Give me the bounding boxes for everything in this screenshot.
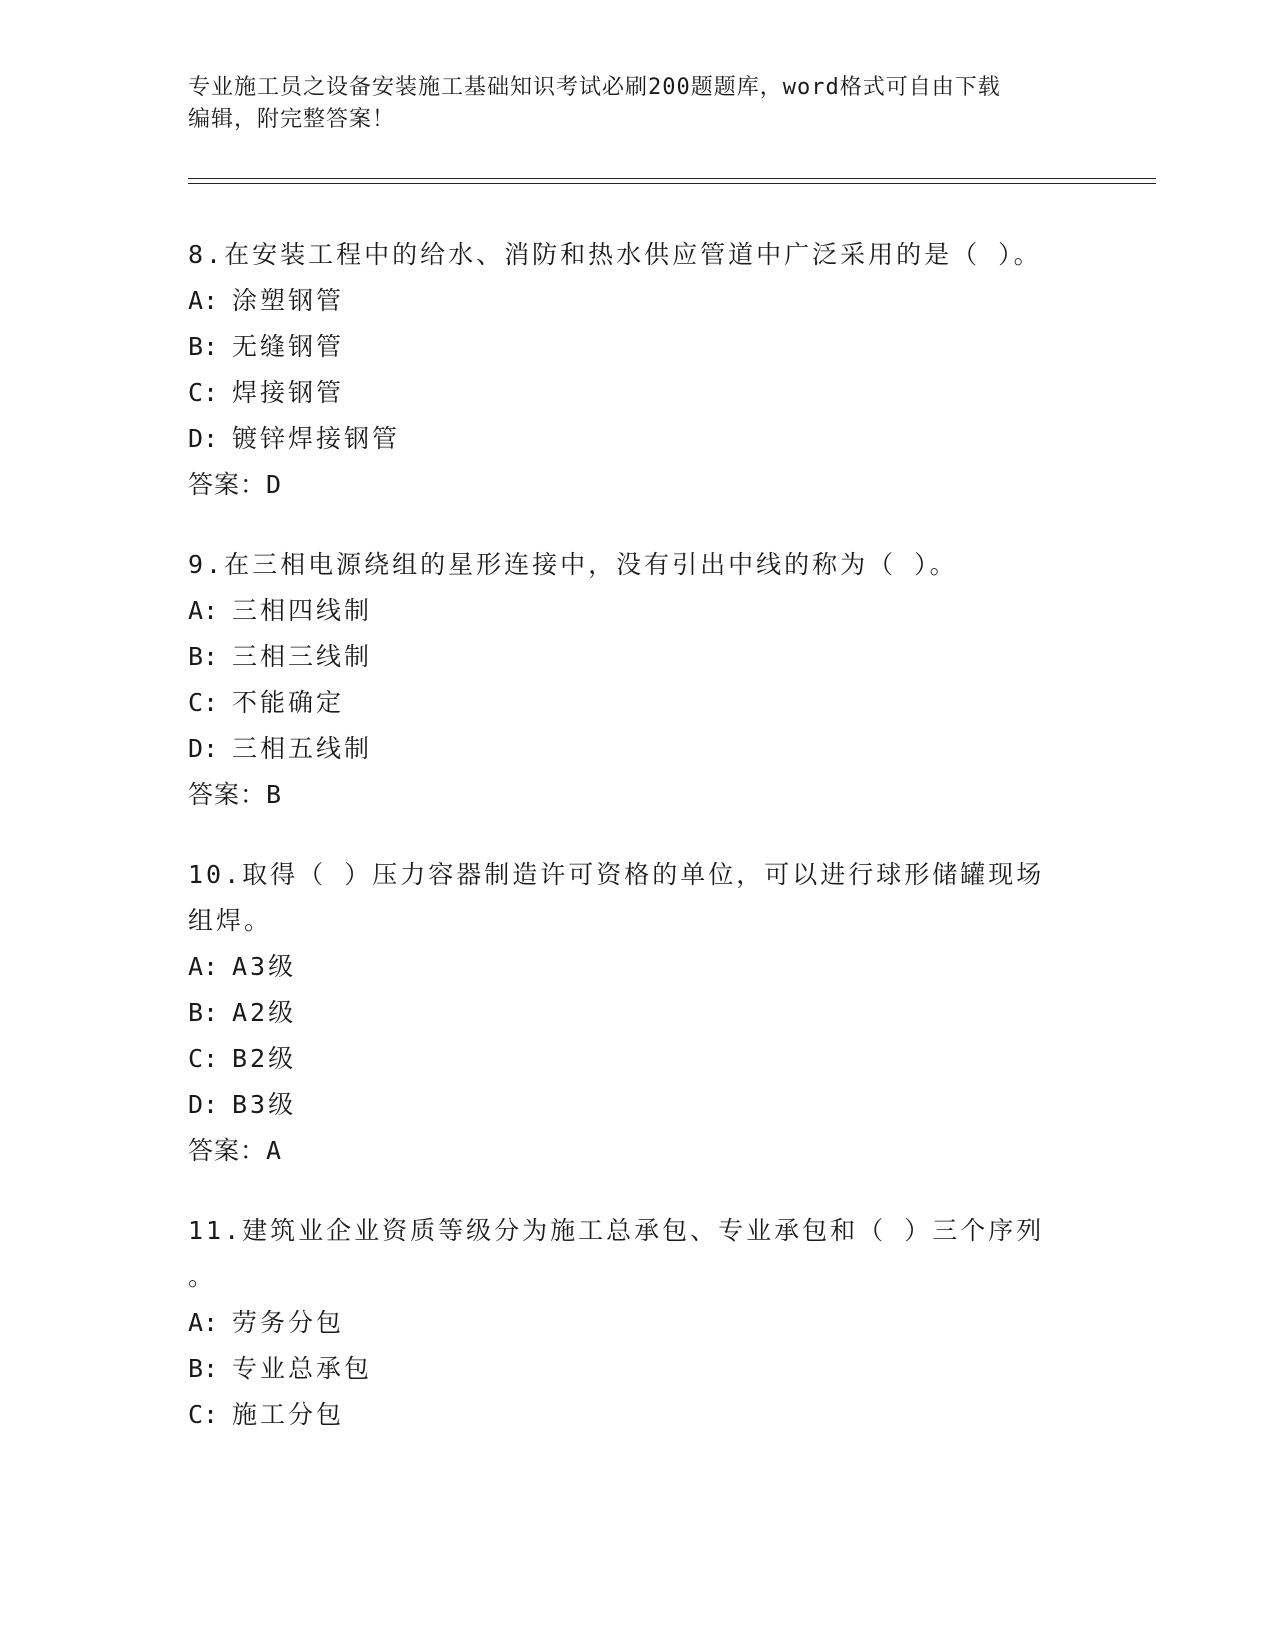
answer-option: [188, 1392, 1088, 1438]
question-block: [188, 1208, 1088, 1438]
answer-key: 答案：B: [188, 780, 283, 809]
answer-option: [188, 1346, 1088, 1392]
question-stem-line: 8.在安装工程中的给水、消防和热水供应管道中广泛采用的是（ ）。: [188, 240, 1042, 269]
option-text: B3级: [232, 1090, 297, 1119]
answer-option: [188, 634, 1088, 680]
option-text: 三相五线制: [232, 734, 373, 763]
answer-key: 答案：D: [188, 470, 283, 499]
question-block: [188, 542, 1088, 818]
option-text: 涂塑钢管: [232, 286, 345, 315]
answer-option: [188, 1082, 1088, 1128]
option-letter: D:: [188, 734, 219, 763]
option-text: 焊接钢管: [232, 378, 345, 407]
answer-option: [188, 680, 1088, 726]
option-text: A2级: [232, 998, 297, 1027]
answer-option: [188, 370, 1088, 416]
answer-option: [188, 944, 1088, 990]
document-header: [188, 72, 1088, 136]
option-letter: B:: [188, 998, 219, 1027]
question-stem: [188, 232, 1088, 278]
option-letter: B:: [188, 332, 219, 361]
answer-option: [188, 990, 1088, 1036]
question-stem-line: 。: [188, 1262, 217, 1291]
option-letter: D:: [188, 1090, 219, 1119]
option-letter: C:: [188, 1044, 219, 1073]
option-text: 镀锌焊接钢管: [232, 424, 401, 453]
header-divider-top: [188, 178, 1156, 179]
question-stem-line: 9.在三相电源绕组的星形连接中，没有引出中线的称为（ ）。: [188, 550, 958, 579]
option-letter: A:: [188, 1308, 219, 1337]
option-letter: C:: [188, 1400, 219, 1429]
option-text: 专业总承包: [232, 1354, 373, 1383]
option-text: 三相四线制: [232, 596, 373, 625]
question-stem-line: 11.建筑业企业资质等级分为施工总承包、专业承包和（ ）三个序列: [188, 1216, 1045, 1245]
option-letter: B:: [188, 642, 219, 671]
question-stem: [188, 852, 1088, 944]
option-letter: A:: [188, 952, 219, 981]
option-text: A3级: [232, 952, 297, 981]
answer-option: [188, 416, 1088, 462]
answer-key: 答案：A: [188, 1136, 283, 1165]
option-letter: C:: [188, 688, 219, 717]
option-letter: A:: [188, 596, 219, 625]
answer-option: [188, 1036, 1088, 1082]
answer-option: [188, 726, 1088, 772]
answer-option: [188, 1300, 1088, 1346]
option-letter: B:: [188, 1354, 219, 1383]
question-stem: [188, 542, 1088, 588]
option-letter: C:: [188, 378, 219, 407]
option-text: 施工分包: [232, 1400, 345, 1429]
header-line-1: 专业施工员之设备安装施工基础知识考试必刷200题题库，word格式可自由下载: [188, 75, 1001, 100]
question-block: [188, 232, 1088, 508]
question-stem: [188, 1208, 1088, 1300]
answer-option: [188, 278, 1088, 324]
option-text: 三相三线制: [232, 642, 373, 671]
answer-option: [188, 588, 1088, 634]
option-text: B2级: [232, 1044, 297, 1073]
question-list: [188, 232, 1088, 1472]
option-letter: A:: [188, 286, 219, 315]
option-text: 无缝钢管: [232, 332, 345, 361]
header-divider-bottom: [188, 183, 1156, 184]
question-stem-line: 组焊。: [188, 906, 273, 935]
question-stem-line: 10.取得（ ）压力容器制造许可资格的单位，可以进行球形储罐现场: [188, 860, 1045, 889]
option-text: 劳务分包: [232, 1308, 345, 1337]
option-text: 不能确定: [232, 688, 345, 717]
option-letter: D:: [188, 424, 219, 453]
header-line-2: 编辑，附完整答案！: [188, 107, 396, 132]
question-block: [188, 852, 1088, 1174]
answer-option: [188, 324, 1088, 370]
